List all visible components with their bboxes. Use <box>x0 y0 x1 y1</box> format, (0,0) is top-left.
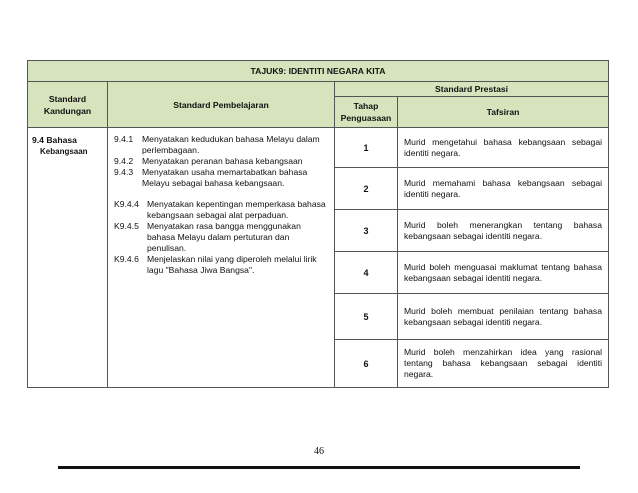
tahap-level-4: 4 <box>335 252 398 294</box>
pembelajaran-item <box>114 134 330 156</box>
header-standard-kandungan-line2: Kandungan <box>43 105 92 116</box>
pembelajaran-item <box>114 156 330 167</box>
header-tafsiran: Tafsiran <box>398 97 609 128</box>
standard-kandungan-sub: Kebangsaan <box>40 147 88 156</box>
pembelajaran-code: K9.4.6 <box>114 254 139 264</box>
tafsiran-level-4: Murid boleh menguasai maklumat tentang bahasa kebangsaan sebagai identiti negara. <box>398 252 609 294</box>
header-tahap-line1: Tahap <box>353 101 379 111</box>
pembelajaran-code: K9.4.4 <box>114 199 139 209</box>
pembelajaran-text: Menyatakan kepentingan memperkasa bahasa kebangsaan sebagai alat perpaduan. <box>147 199 326 220</box>
standard-kandungan-cell <box>28 128 108 388</box>
pembelajaran-item <box>114 167 330 189</box>
header-tahap-penguasaan <box>335 97 398 128</box>
pembelajaran-item-k <box>114 221 330 254</box>
tahap-level-5: 5 <box>335 294 398 340</box>
table-title: TAJUK9: IDENTITI NEGARA KITA <box>28 61 609 82</box>
header-standard-prestasi: Standard Prestasi <box>335 82 609 97</box>
header-tahap-line2: Penguasaan <box>340 113 392 123</box>
pembelajaran-text: Menyatakan usaha memartabatkan bahasa Melayu sebagai bahasa kebangsaan. <box>142 167 308 188</box>
tahap-level-2: 2 <box>335 168 398 210</box>
tafsiran-level-6: Murid boleh menzahirkan idea yang rasional tentang bahasa kebangsaan sebagai identiti negara. <box>398 340 609 388</box>
tafsiran-level-3: Murid boleh menerangkan tentang bahasa kebangsaan sebagai identiti negara. <box>398 210 609 252</box>
footer-rule <box>58 466 580 469</box>
header-standard-kandungan <box>28 82 108 128</box>
pembelajaran-text: Menyatakan peranan bahasa kebangsaan <box>142 156 303 166</box>
pembelajaran-item-k <box>114 254 330 276</box>
pembelajaran-item-k <box>114 199 330 221</box>
pembelajaran-code: 9.4.3 <box>114 167 134 177</box>
pembelajaran-text: Menyatakan kedudukan bahasa Melayu dalam perlembagaan. <box>142 134 320 155</box>
standard-kandungan-main: 9.4 Bahasa <box>32 135 77 145</box>
tafsiran-level-5: Murid boleh membuat penilaian tentang bahasa kebangsaan sebagai identiti negara. <box>398 294 609 340</box>
tahap-level-1: 1 <box>335 128 398 168</box>
tafsiran-level-2: Murid memahami bahasa kebangsaan sebagai identiti negara. <box>398 168 609 210</box>
curriculum-table <box>27 60 609 388</box>
pembelajaran-spacer <box>114 189 330 199</box>
pembelajaran-text: Menyatakan rasa bangga menggunakan bahasa Melayu dalam pertuturan dan penulisan. <box>147 221 301 253</box>
pembelajaran-code: K9.4.5 <box>114 221 139 231</box>
page-number: 46 <box>314 446 324 457</box>
tahap-level-6: 6 <box>335 340 398 388</box>
header-standard-pembelajaran: Standard Pembelajaran <box>108 82 335 128</box>
tahap-level-3: 3 <box>335 210 398 252</box>
pembelajaran-code: 9.4.2 <box>114 156 134 166</box>
pembelajaran-code: 9.4.1 <box>114 134 134 144</box>
tafsiran-level-1: Murid mengetahui bahasa kebangsaan sebagai identiti negara. <box>398 128 609 168</box>
standard-pembelajaran-cell <box>108 128 335 388</box>
header-standard-kandungan-line1: Standard <box>48 93 87 104</box>
pembelajaran-text: Menjelaskan nilai yang diperoleh melalui lirik lagu "Bahasa Jiwa Bangsa". <box>147 254 317 275</box>
